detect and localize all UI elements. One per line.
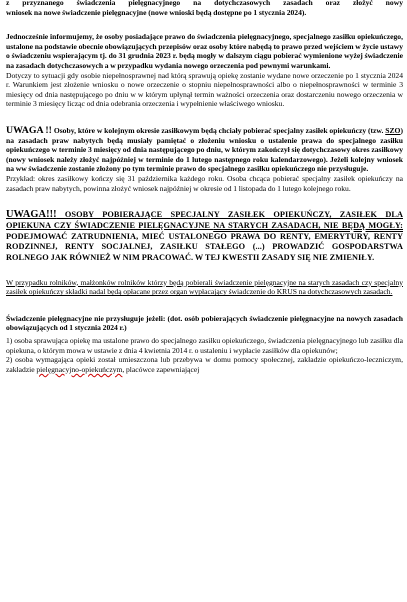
list-item: 1) osoba sprawująca opiekę ma ustalone prawo do specjalnego zasiłku opiekuńczego, świadczenia pielęgnacyjnego lub zasiłku dla opiekuna, o którym mowa w ustawie z dnia 4 kwietnia 2014 r. o ustaleniu i wypłacie zasiłków dla opiekunów; [6, 335, 403, 355]
paragraph-restrictions-warning [6, 210, 403, 264]
paragraph-szo-warning [6, 126, 403, 174]
paragraph-text: Osoby, które w kolejnym okresie zasiłkowym będą chciały pobierać specjalny zasiłek opiekuńczy (tzw. [53, 125, 384, 135]
paragraph-text: Świadczenie pielęgnacyjne nie przysługuje jeżeli: (dot. osób pobierających świadczenie pielęgnacyjne na nowych zasadach obowiązujących od 1 stycznia 2024 r.) [6, 313, 403, 333]
spellcheck-word: pielęgnacyjno-opiekuńczym [36, 364, 123, 374]
list-conditions [6, 336, 403, 374]
warning-label: UWAGA!!! [6, 209, 57, 221]
underlined-text: OSOBY POBIERAJĄCE SPECJALNY ZASIŁEK OPIEKUŃCZY, ZASIŁEK DLA OPIEKUNA CZY ŚWIADCZENIE PIELĘGNACYJNE [6, 210, 403, 230]
paragraph-example [6, 174, 403, 193]
paragraph-new-certificate [6, 71, 403, 109]
text-line: z przyznanego świadczenia pielęgnacyjnego na dotychczasowych zasadach oraz złożyć nowy [6, 0, 403, 7]
paragraph-text: W przypadku rolników, małżonków rolników którzy będą pobierali świadczenie pielęgnacyjne na starych zasadach czy specjalny zasiłek opiekuńczy składki nadal będą opłacane przez organ wypłacający świadczenie do KRUS na dotychczasowych zasadach. [6, 277, 403, 297]
paragraph-not-entitled [6, 314, 403, 333]
paragraph-farmers-krus [6, 278, 403, 297]
szo-abbreviation: SZO [385, 125, 401, 135]
paragraph-text: Przykład: okres zasiłkowy kończy się 31 października każdego roku. Osoba chcąca pobierać specjalny zasiłek opiekuńczy na zasadach praw nabytych, powinna złożyć wniosek najpóźniej w okresie od 1 listopada do 1 lutego kolejnego roku. [6, 173, 403, 193]
warning-label: UWAGA !! [6, 124, 52, 136]
paragraph-new-application [6, 0, 403, 17]
paragraph-text: Jednocześnie informujemy, że osoby posiadające prawo do świadczenia pielęgnacyjnego, specjalnego zasiłku opiekuńczego, ustalone na podstawie obecnie obowiązujących przepisów oraz osoby które nabędą to prawo przed wejściem w życie ustawy o świadczeniu wspierającym tj. do 31 grudnia 2023 r. będą mogły w dalszym ciągu pobierać wymienione wyżej świadczenie na zasadach dotychczasowych a w przypadku wydania nowego orzeczenia pod pewnymi warunkami. [6, 32, 403, 70]
list-item-text: , placówce zapewniającej [122, 364, 200, 374]
paragraph-text: Dotyczy to sytuacji gdy osobie niepełnosprawnej nad którą sprawują opiekę zostanie wydane nowe orzeczenie po 1 stycznia 2024 r. Warunkiem jest złożenie wniosku o nowe orzeczenie o stopniu niepełnosprawności albo o niepełnosprawności w terminie 3 miesięcy od dnia następującego po dniu w w którym upłynął termin ważności orzeczenia oraz dostarczeniu nowego orzeczenia w terminie 3 miesięcy licząc od dnia odebrania orzeczenia i wypełnienie właściwego wniosku. [6, 70, 403, 109]
paragraph-text: ) na zasadach praw nabytych będą musiały pamiętać o złożeniu wniosku o ustalenie prawa do specjalnego zasiłku opiekuńczego w terminie 3 miesięcy od dnia następującego po dniu, w którym zakończył się dotychczasowy okres zasiłkowy (nowy wniosek należy złożyć najpóźniej w terminie do 1 lutego następnego roku kalendarzowego). Jeżeli kolejny wniosek na ww świadczenie zostanie złożony po tym terminie prawo do specjalnego zasiłku opiekuńczego nie przysługuje. [6, 125, 403, 174]
list-item-text: 2) osoba wymagająca opieki został umieszczona lub przebywa w domu pomocy społecznej, zakładzie opiekuńczo-leczniczym, zakładzie [6, 355, 403, 374]
text-line: wniosek na nowe świadczenie pielęgnacyjne (nowe wnioski będą dostępne po 1 stycznia 2024). [6, 7, 307, 17]
paragraph-text: PODEJMOWAĆ ZATRUDNIENIA, MIEĆ USTALONEGO PRAWA DO RENTY, EMERYTURY, RENTY RODZINNEJ, RENTY SOCJALNEJ, ZASIŁKU STAŁEGO (...) PROWADZIĆ GOSPODARSTWA ROLNEGO JAK RÓWNIEŻ W NIM PRACOWAĆ. W TEJ KWESTII ZASADY SIĘ NIE ZMIENIŁY. [6, 231, 403, 262]
paragraph-acquired-rights [6, 32, 403, 70]
underlined-text: NA STARYCH ZASADACH, NIE BĘDĄ MOGŁY: [213, 220, 403, 230]
list-item [6, 355, 403, 374]
